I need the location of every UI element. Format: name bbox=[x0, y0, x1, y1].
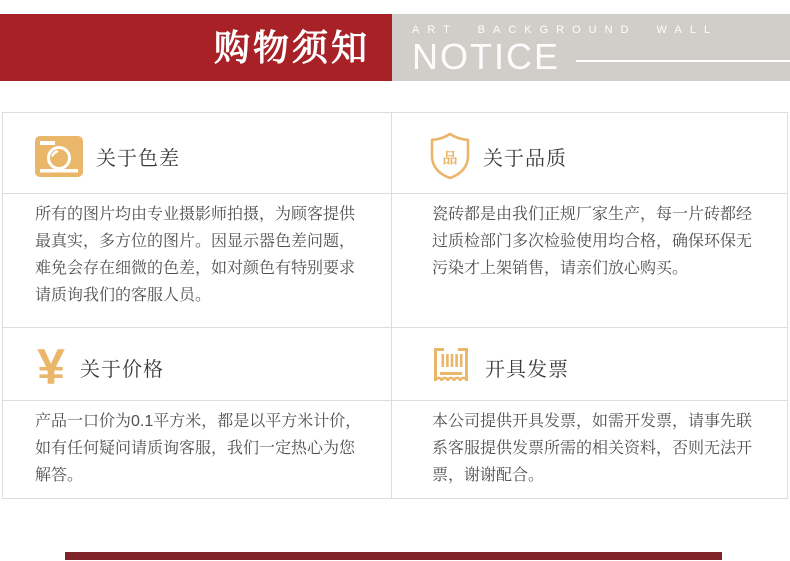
yen-icon: ¥ bbox=[37, 339, 65, 395]
shield-glyph: 品 bbox=[442, 150, 458, 167]
notice-grid bbox=[2, 112, 788, 499]
banner-subtitle: ART BACKGROUND WALL bbox=[412, 24, 719, 36]
receipt-icon bbox=[430, 346, 472, 388]
card-quality-header bbox=[392, 113, 787, 194]
notice-label: NOTICE bbox=[412, 36, 561, 77]
notice-underline bbox=[576, 60, 790, 62]
card-title: 开具发票 bbox=[485, 358, 569, 381]
card-body: 产品一口价为0.1平方米，都是以平方米计价，如有任何疑问请质询客服，我们一定热心为您解答。 bbox=[3, 401, 392, 498]
notice-row bbox=[412, 38, 790, 76]
banner-title: 购物须知 bbox=[0, 14, 392, 81]
card-body: 本公司提供开具发票，如需开发票，请事先联系客服提供发票所需的相关资料，否则无法开票，谢谢配合。 bbox=[392, 401, 787, 498]
card-title: 关于色差 bbox=[96, 147, 180, 170]
camera-icon bbox=[35, 136, 83, 177]
card-price-header bbox=[3, 328, 392, 401]
card-title: 关于价格 bbox=[80, 358, 164, 381]
card-invoice-header bbox=[392, 328, 787, 401]
card-color-difference-header bbox=[3, 113, 392, 194]
header-banner bbox=[0, 14, 790, 81]
card-body: 瓷砖都是由我们正规厂家生产，每一片砖都经过质检部门多次检验使用均合格，确保环保无污染才上架销售，请亲们放心购买。 bbox=[392, 194, 787, 328]
shield-icon bbox=[430, 132, 470, 180]
banner-right-panel bbox=[392, 14, 790, 81]
card-body: 所有的图片均由专业摄影师拍摄，为顾客提供最真实，多方位的图片。因显示器色差问题，难免会存在细微的色差，如对颜色有特别要求请质询我们的客服人员。 bbox=[3, 194, 392, 328]
card-title: 关于品质 bbox=[483, 147, 567, 170]
bottom-accent-bar bbox=[65, 552, 722, 560]
